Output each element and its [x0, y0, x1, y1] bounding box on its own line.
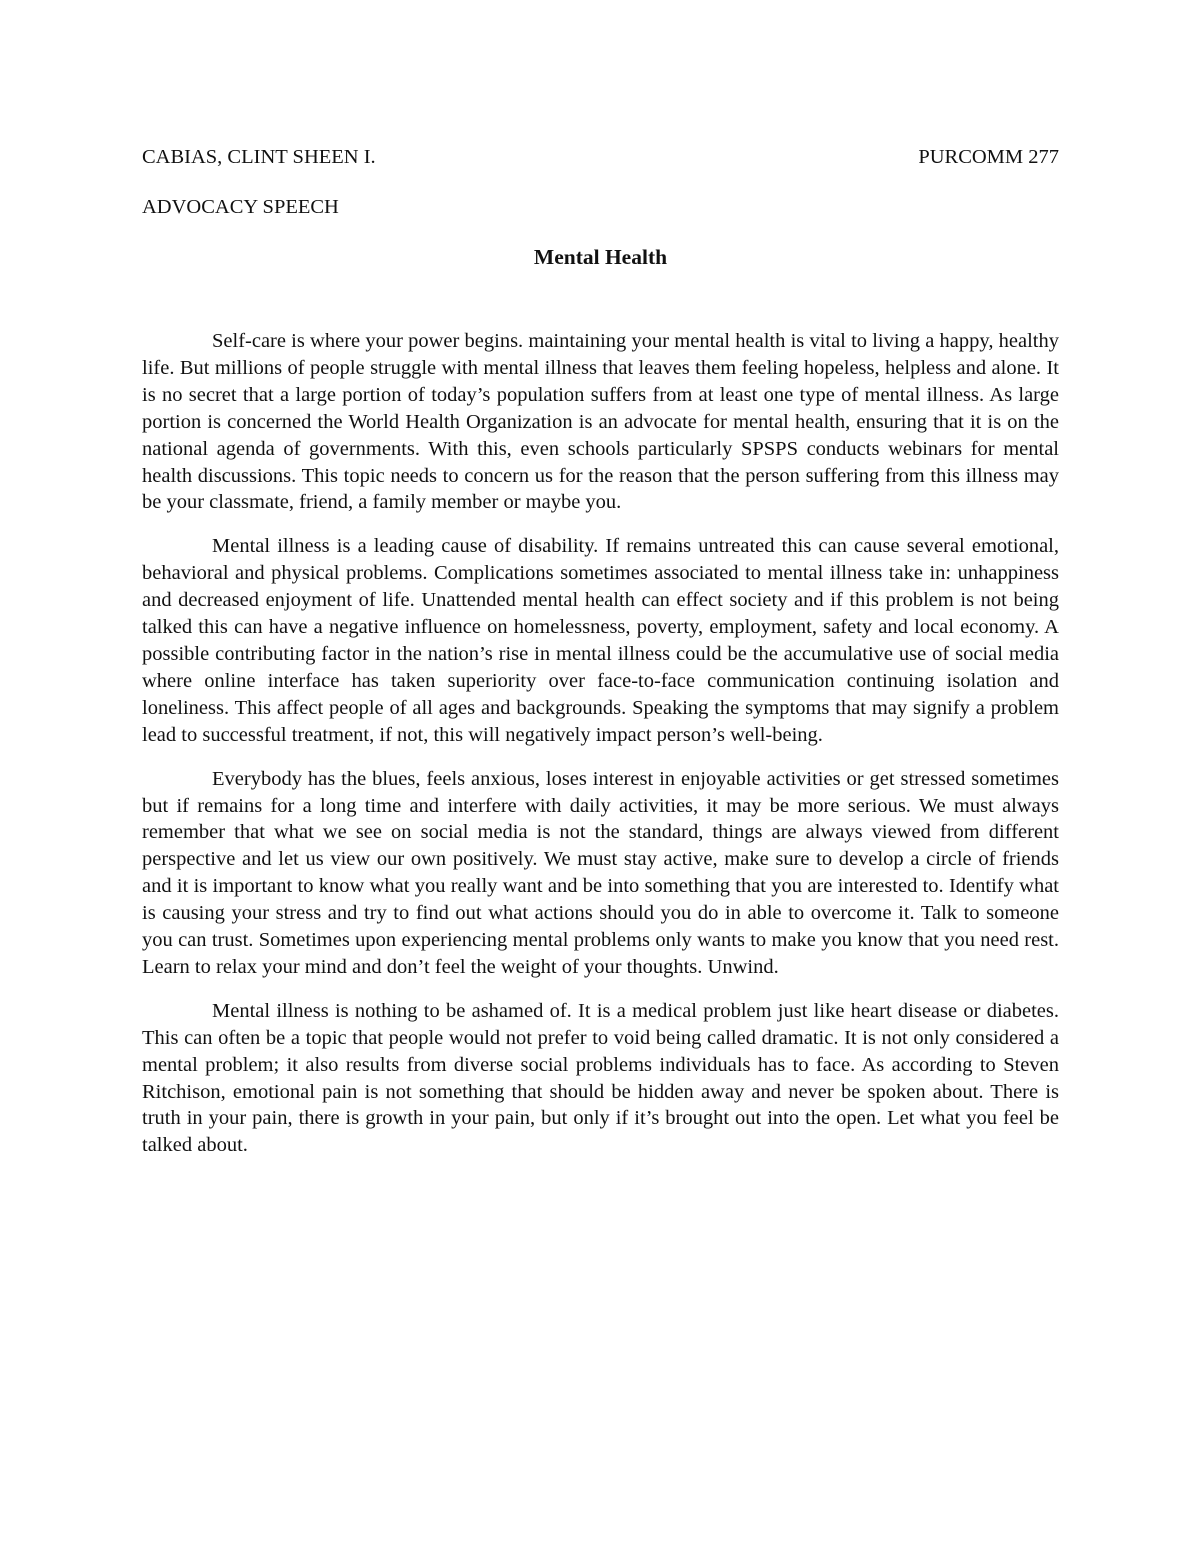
header-line — [142, 142, 1059, 172]
course-code: PURCOMM 277 — [918, 146, 1059, 168]
document-type: ADVOCACY SPEECH — [142, 196, 339, 218]
document-title: Mental Health — [533, 245, 668, 269]
document-content — [142, 142, 1059, 1176]
author-name: CABIAS, CLINT SHEEN I. — [142, 146, 376, 168]
body-paragraph-3: Everybody has the blues, feels anxious, loses interest in enjoyable activities or get stressed sometimes but if remains for a long time and interfere with daily activities, it may be more serious. We must always remember that what we see on social media is not the standard, things are always viewed from different perspective and let us view our own positively. We must stay active, make sure to develop a circle of friends and it is important to know what you really want and be into something that you are interested to. Identify what is causing your stress and try to find out what actions should you do in able to overcome it. Talk to someone you can trust. Sometimes upon experiencing mental problems only wants to make you know that you need rest. Learn to relax your mind and don’t feel the weight of your thoughts. Unwind. — [142, 767, 1059, 978]
body-paragraph-4: Mental illness is nothing to be ashamed of. It is a medical problem just like heart disease or diabetes. This can often be a topic that people would not prefer to void being called dramatic. It is not only considered a mental problem; it also results from diverse social problems individuals has to face. As according to Steven Ritchison, emotional pain is not something that should be hidden away and never be spoken about. There is truth in your pain, there is growth in your pain, but only if it’s brought out into the open. Let what you feel be talked about. — [142, 999, 1059, 1157]
body-paragraph-1: Self-care is where your power begins. maintaining your mental health is vital to living a happy, healthy life. But millions of people struggle with mental illness that leaves them feeling hopeless, helpless and alone. It is no secret that a large portion of today’s population suffers from at least one type of mental illness. As large portion is concerned the World Health Organization is an advocate for mental health, ensuring that it is on the national agenda of governments. With this, even schools particularly SPSPS conducts webinars for mental health discussions. This topic needs to concern us for the reason that the person suffering from this illness may be your classmate, friend, a family member or maybe you. — [142, 330, 1059, 514]
body-paragraph-2: Mental illness is a leading cause of disability. If remains untreated this can cause several emotional, behavioral and physical problems. Complications sometimes associated to mental illness take in: unhappiness and decreased enjoyment of life. Unattended mental health can effect society and if this problem is not being talked this can have a negative influence on homelessness, poverty, employment, safety and local economy. A possible contributing factor in the nation’s rise in mental illness could be the accumulative use of social media where online interface has taken superiority over face-to-face communication continuing isolation and loneliness. This affect people of all ages and backgrounds. Speaking the symptoms that may signify a problem lead to successful treatment, if not, this will negatively impact person’s well-being. — [142, 535, 1059, 746]
